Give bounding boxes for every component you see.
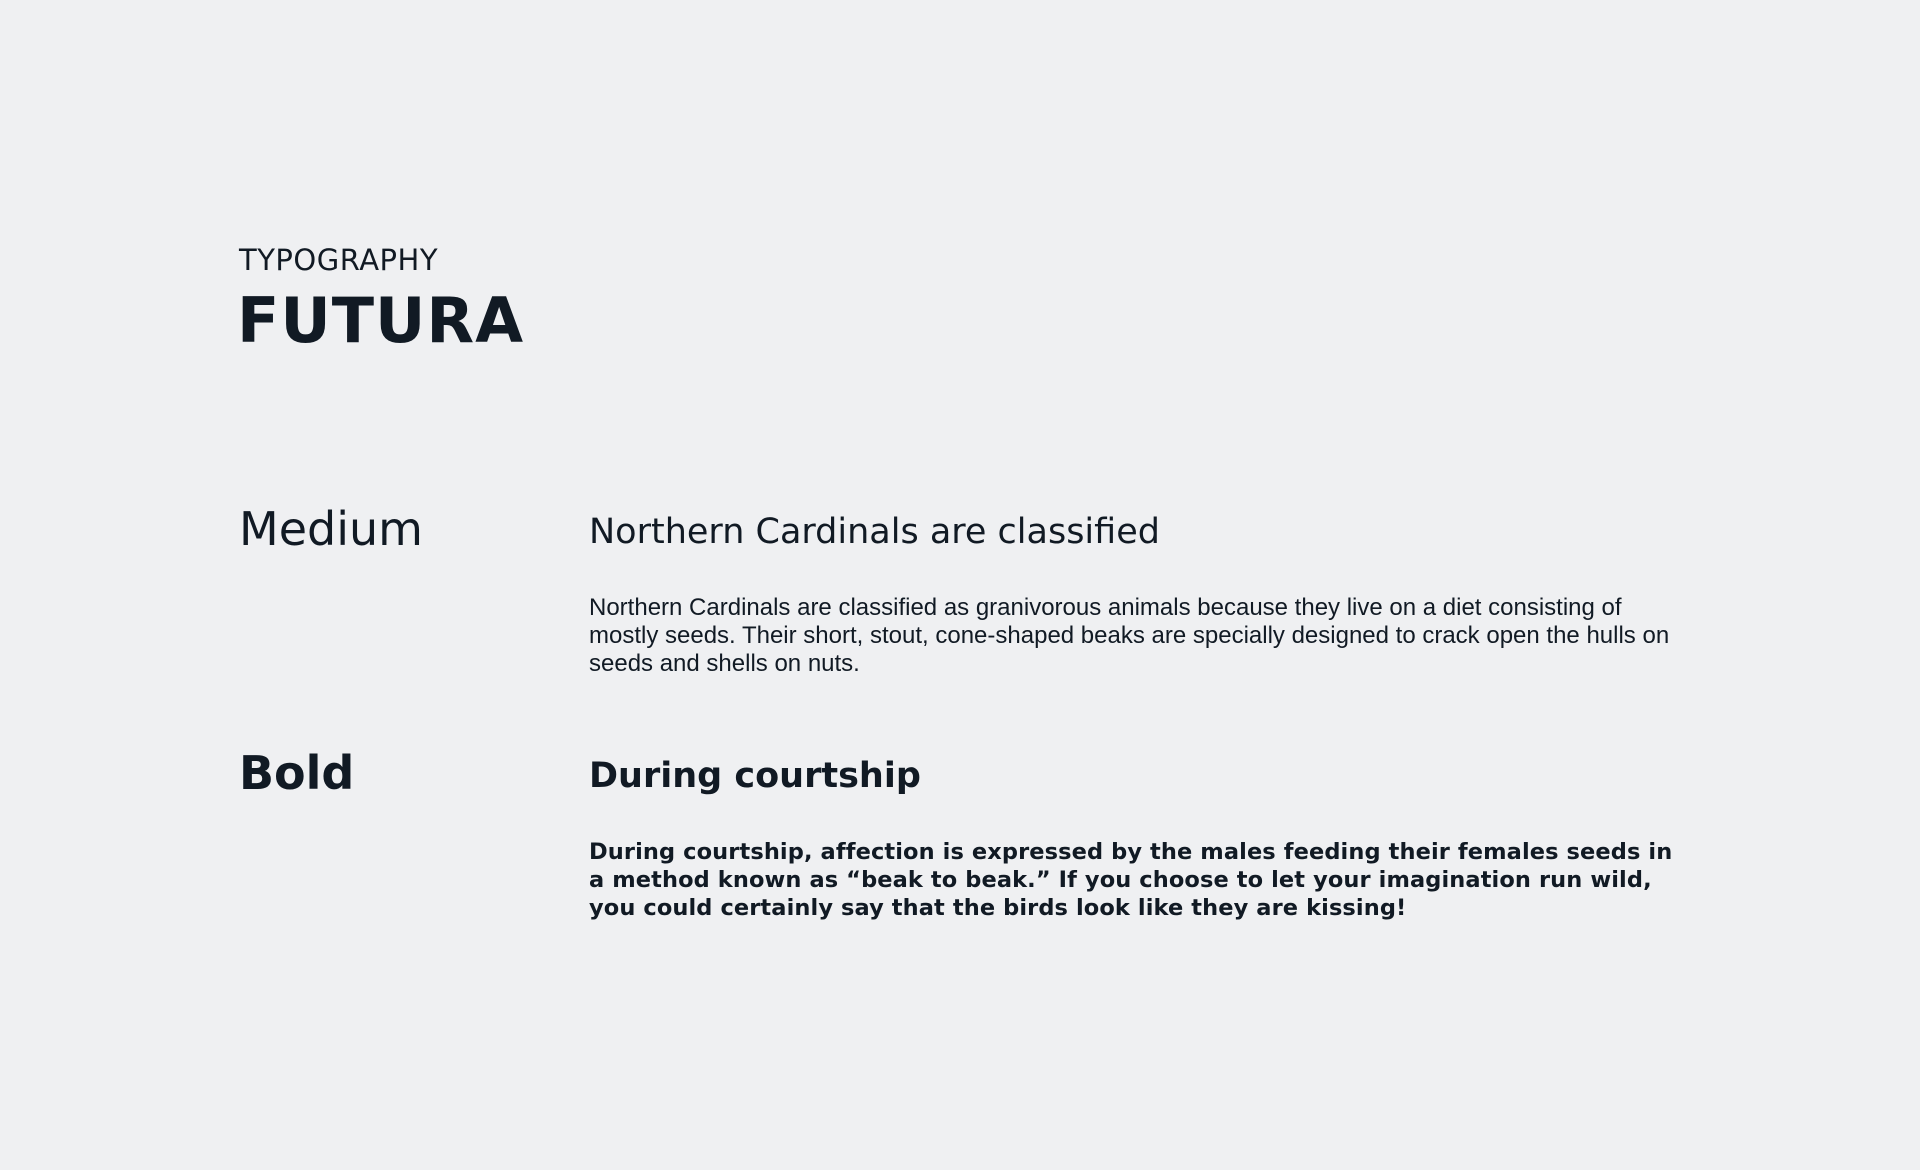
- weight-label-medium: Medium: [239, 502, 423, 556]
- section-eyebrow: TYPOGRAPHY: [239, 243, 439, 277]
- sample-heading-medium: Northern Cardinals are classified: [589, 512, 1160, 552]
- font-family-title: FUTURA: [237, 284, 525, 357]
- weight-label-bold: Bold: [239, 746, 355, 800]
- sample-paragraph-bold: During courtship, affection is expressed by the males feeding their females seeds in a method known as “beak to beak.” If you choose to let your imagination run wild, you could certainly say that the birds look like they are kissing!: [589, 839, 1673, 921]
- sample-paragraph-medium: Northern Cardinals are classified as granivorous animals because they live on a diet consisting of mostly seeds. Their short, stout, cone-shaped beaks are specially designed to crack open the hulls on seeds and shells on nuts.: [589, 594, 1670, 677]
- sample-heading-bold: During courtship: [589, 756, 921, 796]
